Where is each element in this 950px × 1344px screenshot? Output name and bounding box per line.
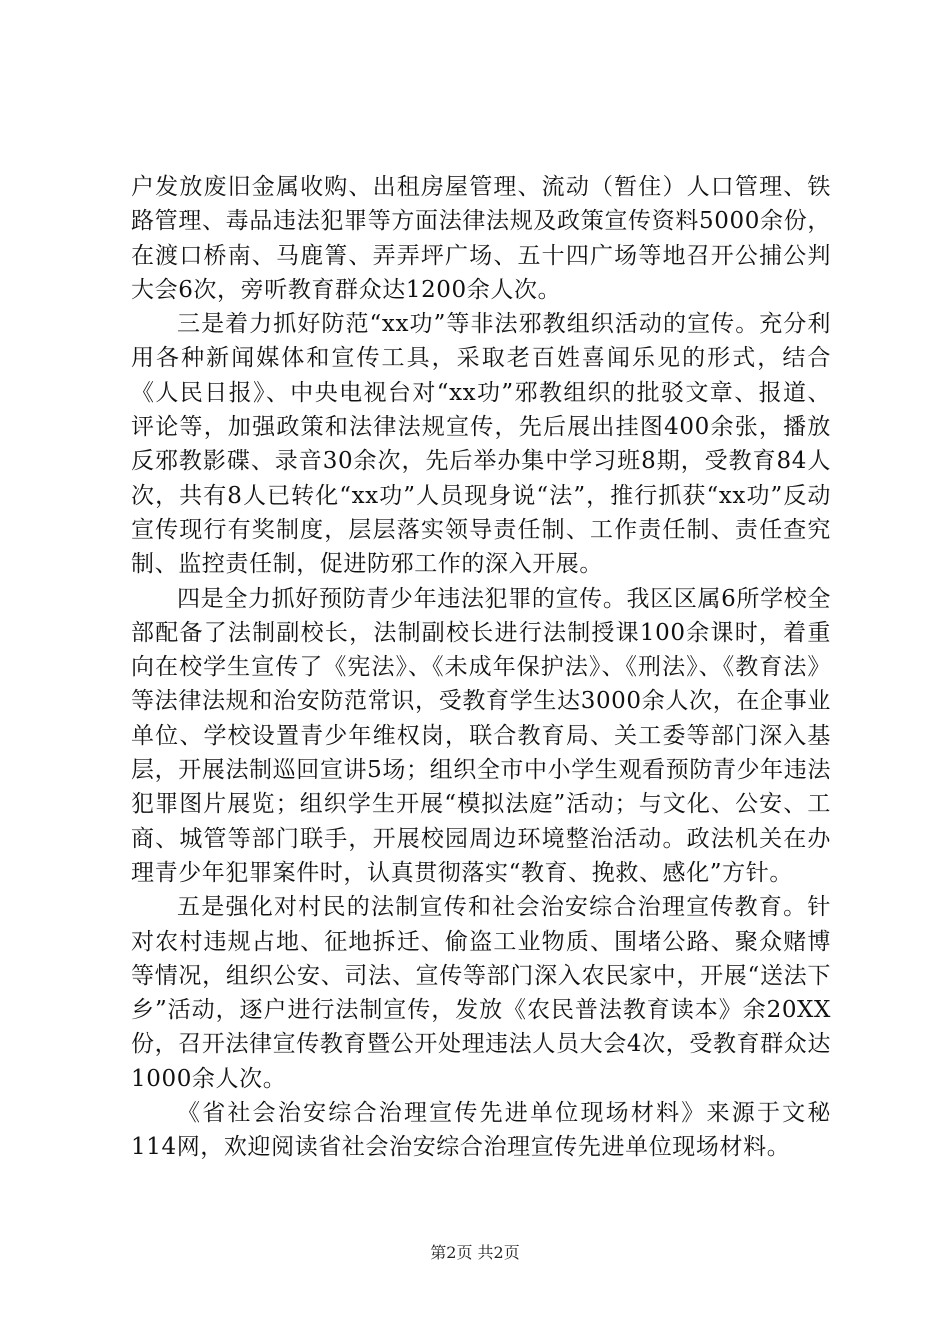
paragraph-1: 户发放废旧金属收购、出租房屋管理、流动（暂住）人口管理、铁路管理、毒品违法犯罪等方面法律法规及政策宣传资料5000余份，在渡口桥南、马鹿箐、弄弄坪广场、五十四广场等地召开公捕公判大会6次，旁听教育群众达1200余人次。 [131, 174, 831, 303]
paragraph-5: 《省社会治安综合治理宣传先进单位现场材料》来源于文秘114网，欢迎阅读省社会治安综合治理宣传先进单位现场材料。 [131, 1100, 831, 1161]
document-body [131, 170, 831, 1165]
page-number-footer: 第2页 共2页 [430, 1243, 520, 1262]
paragraph-4: 五是强化对村民的法制宣传和社会治安综合治理宣传教育。针对农村违规占地、征地拆迁、偷盗工业物质、围堵公路、聚众赌博等情况，组织公安、司法、宣传等部门深入农民家中，开展“送法下乡”活动，逐户进行法制宣传，发放《农民普法教育读本》余20XX份，召开法律宣传教育暨公开处理违法人员大会4次，受教育群众达1000余人次。 [131, 894, 831, 1092]
paragraph-2: 三是着力抓好防范“xx功”等非法邪教组织活动的宣传。充分利用各种新闻媒体和宣传工具，采取老百姓喜闻乐见的形式，结合《人民日报》、中央电视台对“xx功”邪教组织的批驳文章、报道、评论等，加强政策和法律法规宣传，先后展出挂图400余张，播放反邪教影碟、录音30余次，先后举办集中学习班8期，受教育84人次，共有8人已转化“xx功”人员现身说“法”，推行抓获“xx功”反动宣传现行有奖制度，层层落实领导责任制、工作责任制、责任查究制、监控责任制，促进防邪工作的深入开展。 [131, 311, 831, 578]
paragraph-3: 四是全力抓好预防青少年违法犯罪的宣传。我区区属6所学校全部配备了法制副校长，法制副校长进行法制授课100余课时，着重向在校学生宣传了《宪法》、《未成年保护法》、《刑法》、《教育法》等法律法规和治安防范常识，受教育学生达3000余人次，在企事业单位、学校设置青少年维权岗，联合教育局、关工委等部门深入基层，开展法制巡回宣讲5场；组织全市中小学生观看预防青少年违法犯罪图片展览；组织学生开展“模拟法庭”活动；与文化、公安、工商、城管等部门联手，开展校园周边环境整治活动。政法机关在办理青少年犯罪案件时，认真贯彻落实“教育、挽救、感化”方针。 [131, 585, 831, 886]
